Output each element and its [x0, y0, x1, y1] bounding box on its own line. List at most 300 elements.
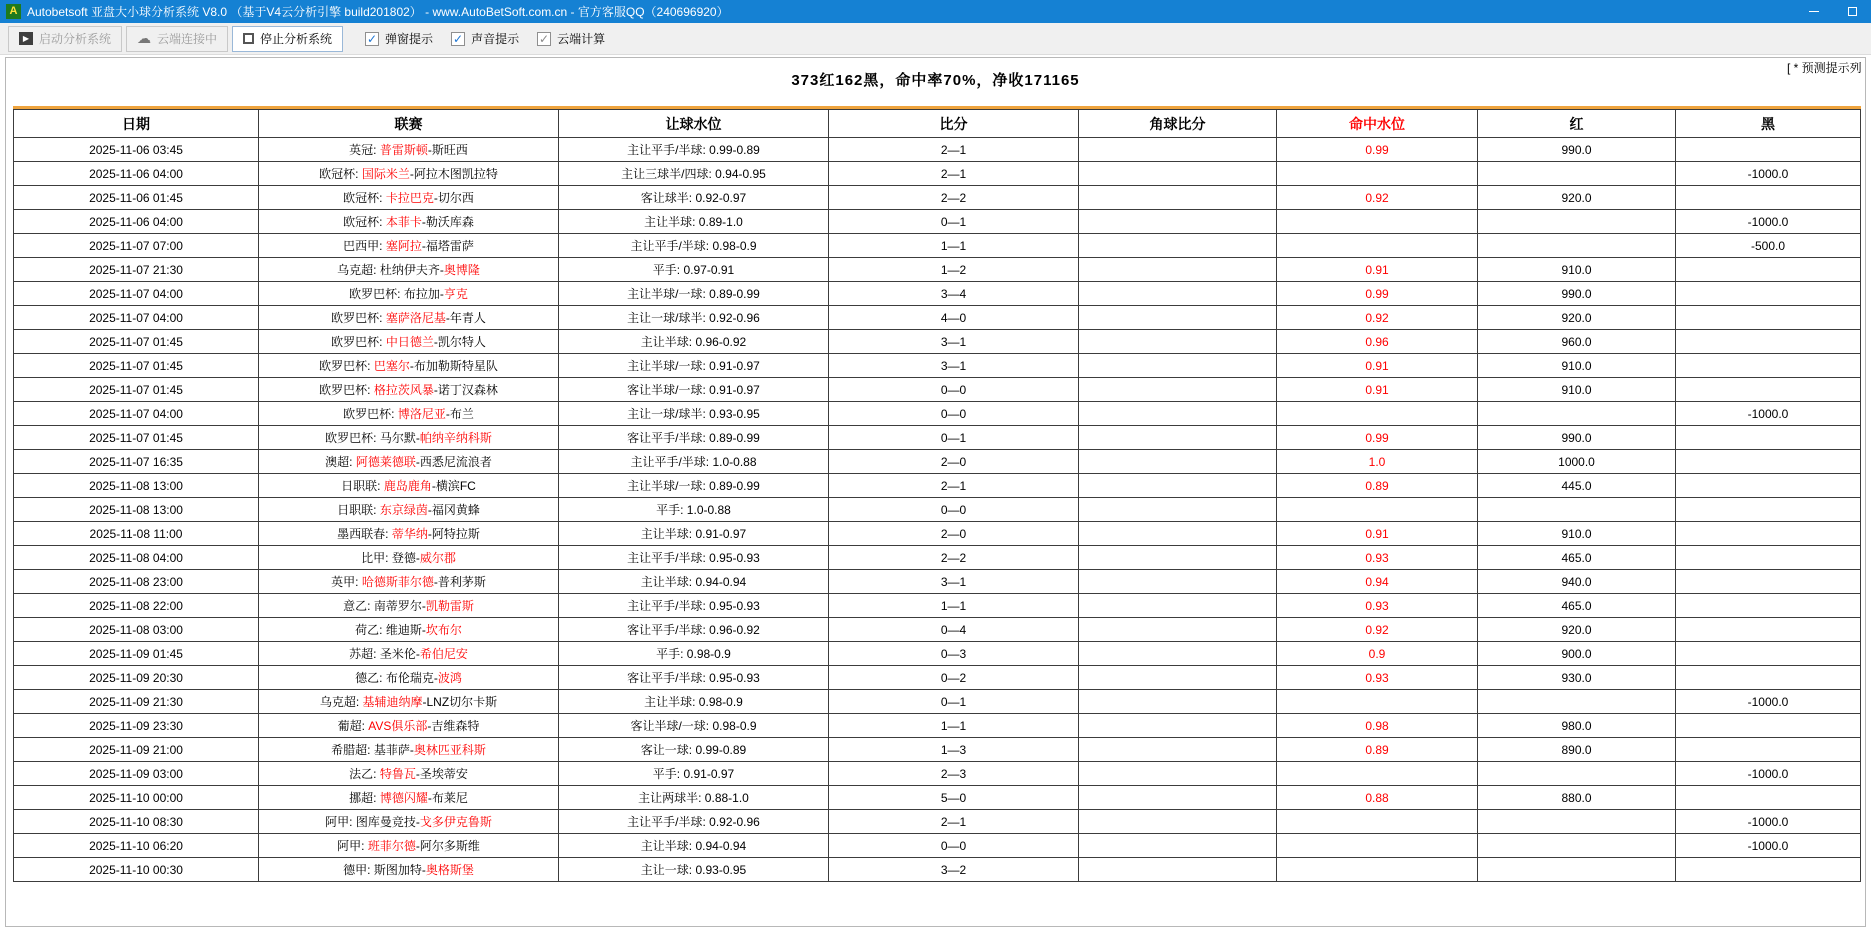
cell-corner-score	[1079, 546, 1277, 570]
cell-corner-score	[1079, 234, 1277, 258]
cell-score: 0—0	[829, 378, 1079, 402]
cell-handicap-odds: 主让半球: 0.89-1.0	[559, 210, 829, 234]
cell-league: 欧罗巴杯: 中日德兰-凯尔特人	[259, 330, 559, 354]
cell-black-loss	[1676, 138, 1861, 162]
stop-analysis-button[interactable]	[232, 26, 343, 52]
cell-corner-score	[1079, 570, 1277, 594]
league-name: 法乙:	[349, 767, 380, 781]
cell-date: 2025-11-08 22:00	[14, 594, 259, 618]
home-team: 基菲萨	[373, 743, 410, 757]
table-header-row	[14, 110, 1861, 138]
cell-black-loss	[1676, 426, 1861, 450]
cell-red-win: 900.0	[1478, 642, 1676, 666]
cell-hit-odds: 0.93	[1277, 666, 1478, 690]
checkbox-checked-icon: ✓	[453, 31, 464, 46]
cell-date: 2025-11-08 23:00	[14, 570, 259, 594]
cell-league: 欧冠杯: 国际米兰-阿拉木图凯拉特	[259, 162, 559, 186]
cell-score: 1—1	[829, 234, 1079, 258]
cell-corner-score	[1079, 834, 1277, 858]
home-team: 普雷斯顿	[379, 143, 428, 157]
cell-black-loss	[1676, 498, 1861, 522]
cell-hit-odds: 0.99	[1277, 426, 1478, 450]
cell-handicap-odds: 主让半球: 0.98-0.9	[559, 690, 829, 714]
prediction-hint-note: [ * 预测提示列	[1787, 61, 1862, 75]
league-name: 德甲:	[343, 863, 374, 877]
cell-league: 挪超: 博德闪耀-布莱尼	[259, 786, 559, 810]
cell-league: 英甲: 哈德斯菲尔德-普利茅斯	[259, 570, 559, 594]
cell-handicap-odds: 主让平手/半球: 0.98-0.9	[559, 234, 829, 258]
cell-hit-odds: 0.92	[1277, 186, 1478, 210]
table-row[interactable]	[14, 426, 1861, 450]
cell-black-loss	[1676, 570, 1861, 594]
app-icon: A	[6, 4, 21, 19]
minimize-icon	[1809, 11, 1819, 12]
cell-corner-score	[1079, 642, 1277, 666]
cell-score: 2—1	[829, 474, 1079, 498]
cell-score: 4—0	[829, 306, 1079, 330]
cell-handicap-odds: 主让平手/半球: 1.0-0.88	[559, 450, 829, 474]
cell-handicap-odds: 主让半球/一球: 0.89-0.99	[559, 282, 829, 306]
league-name: 墨西联春:	[337, 527, 392, 541]
cell-red-win: 940.0	[1478, 570, 1676, 594]
cell-corner-score	[1079, 786, 1277, 810]
table-row[interactable]	[14, 450, 1861, 474]
league-name: 英冠:	[349, 143, 380, 157]
cell-date: 2025-11-07 01:45	[14, 378, 259, 402]
cell-corner-score	[1079, 330, 1277, 354]
home-team: 维迪斯	[385, 623, 422, 637]
cell-hit-odds: 0.9	[1277, 642, 1478, 666]
cell-league: 欧罗巴杯: 塞萨洛尼基-年青人	[259, 306, 559, 330]
cell-date: 2025-11-10 08:30	[14, 810, 259, 834]
league-name: 阿甲:	[325, 815, 356, 829]
cell-score: 2—2	[829, 546, 1079, 570]
cell-league: 欧罗巴杯: 格拉茨风暴-诺丁汉森林	[259, 378, 559, 402]
cell-score: 0—2	[829, 666, 1079, 690]
home-team: 博洛尼亚	[397, 407, 446, 421]
home-team: 博德闪耀	[379, 791, 428, 805]
cell-handicap-odds: 主让三球半/四球: 0.94-0.95	[559, 162, 829, 186]
cell-date: 2025-11-09 20:30	[14, 666, 259, 690]
cell-handicap-odds: 客让球半: 0.92-0.97	[559, 186, 829, 210]
cell-red-win: 990.0	[1478, 282, 1676, 306]
home-team: 哈德斯菲尔德	[361, 575, 434, 589]
cell-red-win	[1478, 690, 1676, 714]
cell-handicap-odds: 主让半球: 0.91-0.97	[559, 522, 829, 546]
away-team: 普利茅斯	[437, 575, 486, 589]
cell-league: 英冠: 普雷斯顿-斯旺西	[259, 138, 559, 162]
cell-handicap-odds: 主让一球/球半: 0.93-0.95	[559, 402, 829, 426]
cell-league: 日职联: 东京绿茵-福冈黄蜂	[259, 498, 559, 522]
cell-date: 2025-11-07 04:00	[14, 282, 259, 306]
table-row[interactable]	[14, 834, 1861, 858]
cell-black-loss	[1676, 330, 1861, 354]
home-team: 班菲尔德	[367, 839, 416, 853]
cell-black-loss: -1000.0	[1676, 162, 1861, 186]
cell-date: 2025-11-08 04:00	[14, 546, 259, 570]
cell-league: 阿甲: 图库曼竞技-戈多伊克鲁斯	[259, 810, 559, 834]
cell-league: 巴西甲: 塞阿拉-福塔雷萨	[259, 234, 559, 258]
table-row[interactable]	[14, 306, 1861, 330]
cell-handicap-odds: 主让平手/半球: 0.95-0.93	[559, 546, 829, 570]
cell-black-loss	[1676, 858, 1861, 882]
cell-hit-odds	[1277, 498, 1478, 522]
cell-handicap-odds: 客让平手/半球: 0.95-0.93	[559, 666, 829, 690]
cell-league: 意乙: 南蒂罗尔-凯勒雷斯	[259, 594, 559, 618]
cell-league: 澳超: 阿德莱德联-西悉尼流浪者	[259, 450, 559, 474]
cell-date: 2025-11-07 07:00	[14, 234, 259, 258]
home-team: 阿德莱德联	[355, 455, 416, 469]
home-team: 塞萨洛尼基	[385, 311, 446, 325]
cell-red-win: 910.0	[1478, 258, 1676, 282]
cell-corner-score	[1079, 186, 1277, 210]
cell-league: 欧罗巴杯: 巴塞尔-布加勒斯特星队	[259, 354, 559, 378]
cell-hit-odds: 0.93	[1277, 546, 1478, 570]
away-team: 福冈黄蜂	[431, 503, 480, 517]
home-team: 本菲卡	[385, 215, 422, 229]
window-controls	[1795, 0, 1871, 23]
away-team: 斯旺西	[431, 143, 468, 157]
cell-handicap-odds: 主让一球/球半: 0.92-0.96	[559, 306, 829, 330]
cell-black-loss	[1676, 258, 1861, 282]
cell-score: 1—3	[829, 738, 1079, 762]
table-row[interactable]	[14, 378, 1861, 402]
away-team: 切尔西	[437, 191, 474, 205]
table-row[interactable]	[14, 330, 1861, 354]
away-team: 阿特拉斯	[431, 527, 480, 541]
cell-corner-score	[1079, 258, 1277, 282]
table-row[interactable]	[14, 162, 1861, 186]
table-row[interactable]	[14, 522, 1861, 546]
table-row[interactable]	[14, 210, 1861, 234]
cloud-compute-checkbox[interactable]	[537, 30, 605, 47]
cell-league: 法乙: 特鲁瓦-圣埃蒂安	[259, 762, 559, 786]
cell-red-win: 990.0	[1478, 426, 1676, 450]
table-row[interactable]	[14, 594, 1861, 618]
cloud-connecting-button[interactable]	[126, 26, 228, 52]
cell-date: 2025-11-10 00:00	[14, 786, 259, 810]
cell-red-win	[1478, 858, 1676, 882]
cell-black-loss: -1000.0	[1676, 834, 1861, 858]
league-name: 德乙:	[355, 671, 386, 685]
away-team: 戈多伊克鲁斯	[419, 815, 492, 829]
table-row[interactable]	[14, 714, 1861, 738]
league-name: 荷乙:	[355, 623, 386, 637]
cell-red-win	[1478, 498, 1676, 522]
cell-league: 欧罗巴杯: 马尔默-帕纳辛纳科斯	[259, 426, 559, 450]
cell-hit-odds: 0.94	[1277, 570, 1478, 594]
cell-score: 3—1	[829, 354, 1079, 378]
maximize-icon	[1848, 7, 1857, 16]
cell-corner-score	[1079, 306, 1277, 330]
cell-handicap-odds: 平手: 0.98-0.9	[559, 642, 829, 666]
cell-league: 德乙: 布伦瑞克-波鸿	[259, 666, 559, 690]
cell-black-loss	[1676, 666, 1861, 690]
sound-alert-checkbox[interactable]	[451, 30, 519, 47]
cell-corner-score	[1079, 282, 1277, 306]
away-team: 吉维森特	[431, 719, 480, 733]
cell-hit-odds: 0.89	[1277, 474, 1478, 498]
cell-hit-odds	[1277, 762, 1478, 786]
cell-corner-score	[1079, 450, 1277, 474]
league-name: 澳超:	[325, 455, 356, 469]
header-date[interactable]: 日期	[14, 110, 259, 138]
table-row[interactable]	[14, 666, 1861, 690]
cell-corner-score	[1079, 498, 1277, 522]
home-team: 南蒂罗尔	[373, 599, 422, 613]
cell-black-loss	[1676, 450, 1861, 474]
away-team: 勒沃库森	[425, 215, 474, 229]
away-team: 福塔雷萨	[425, 239, 474, 253]
cell-corner-score	[1079, 210, 1277, 234]
cell-black-loss	[1676, 306, 1861, 330]
cell-red-win: 465.0	[1478, 546, 1676, 570]
cell-handicap-odds: 主让半球: 0.96-0.92	[559, 330, 829, 354]
cell-league: 欧罗巴杯: 博洛尼亚-布兰	[259, 402, 559, 426]
cell-corner-score	[1079, 690, 1277, 714]
table-row[interactable]	[14, 642, 1861, 666]
cell-date: 2025-11-07 01:45	[14, 354, 259, 378]
table-row[interactable]	[14, 570, 1861, 594]
cell-score: 5—0	[829, 786, 1079, 810]
cell-red-win: 1000.0	[1478, 450, 1676, 474]
cell-date: 2025-11-08 11:00	[14, 522, 259, 546]
cell-hit-odds: 0.99	[1277, 282, 1478, 306]
cell-black-loss	[1676, 738, 1861, 762]
cell-hit-odds: 0.92	[1277, 618, 1478, 642]
home-team: 国际米兰	[361, 167, 410, 181]
table-row[interactable]	[14, 810, 1861, 834]
header-hit-odds[interactable]: 命中水位	[1277, 110, 1478, 138]
cell-red-win	[1478, 162, 1676, 186]
away-team: 坎布尔	[425, 623, 462, 637]
cell-date: 2025-11-07 04:00	[14, 306, 259, 330]
popup-alert-checkbox[interactable]	[365, 30, 433, 47]
minimize-button[interactable]	[1795, 0, 1833, 23]
cell-score: 1—2	[829, 258, 1079, 282]
league-name: 欧罗巴杯:	[319, 359, 374, 373]
league-name: 欧罗巴杯:	[331, 311, 386, 325]
table-row[interactable]	[14, 762, 1861, 786]
cell-corner-score	[1079, 138, 1277, 162]
home-team: 卡拉巴克	[385, 191, 434, 205]
cell-corner-score	[1079, 858, 1277, 882]
table-row[interactable]	[14, 402, 1861, 426]
cell-red-win: 920.0	[1478, 618, 1676, 642]
cell-score: 0—0	[829, 402, 1079, 426]
away-team: 布莱尼	[431, 791, 468, 805]
play-icon: ▶	[19, 32, 33, 45]
sound-alert-label: 声音提示	[471, 32, 520, 46]
cell-hit-odds: 0.88	[1277, 786, 1478, 810]
cloud-connecting-label: 云端连接中	[157, 32, 218, 46]
away-team: 圣埃蒂安	[419, 767, 468, 781]
cell-date: 2025-11-07 21:30	[14, 258, 259, 282]
cell-black-loss	[1676, 618, 1861, 642]
cell-score: 0—0	[829, 834, 1079, 858]
league-name: 乌克超:	[337, 263, 380, 277]
cell-hit-odds	[1277, 234, 1478, 258]
away-team: 西悉尼流浪者	[419, 455, 492, 469]
cell-handicap-odds: 主让半球: 0.94-0.94	[559, 570, 829, 594]
cell-hit-odds: 0.91	[1277, 258, 1478, 282]
away-team: 横滨FC	[435, 479, 476, 493]
cell-score: 1—1	[829, 714, 1079, 738]
home-team: 圣米伦	[379, 647, 416, 661]
league-name: 欧罗巴杯:	[325, 431, 380, 445]
cell-score: 2—0	[829, 522, 1079, 546]
header-handicap-odds[interactable]: 让球水位	[559, 110, 829, 138]
league-name: 巴西甲:	[343, 239, 386, 253]
league-name: 比甲:	[361, 551, 392, 565]
cell-black-loss: -1000.0	[1676, 402, 1861, 426]
home-team: 塞阿拉	[385, 239, 422, 253]
away-team: 年青人	[449, 311, 486, 325]
cell-handicap-odds: 客让平手/半球: 0.96-0.92	[559, 618, 829, 642]
cell-score: 2—1	[829, 810, 1079, 834]
cell-date: 2025-11-07 04:00	[14, 402, 259, 426]
cell-red-win: 890.0	[1478, 738, 1676, 762]
cell-league: 苏超: 圣米伦-希伯尼安	[259, 642, 559, 666]
table-row[interactable]	[14, 858, 1861, 882]
cell-red-win	[1478, 210, 1676, 234]
cell-red-win: 910.0	[1478, 354, 1676, 378]
cell-score: 1—1	[829, 594, 1079, 618]
cell-hit-odds	[1277, 690, 1478, 714]
header-league[interactable]: 联赛	[259, 110, 559, 138]
cell-black-loss	[1676, 642, 1861, 666]
cell-hit-odds: 0.93	[1277, 594, 1478, 618]
table-row[interactable]	[14, 474, 1861, 498]
cell-handicap-odds: 主让平手/半球: 0.99-0.89	[559, 138, 829, 162]
home-team: 特鲁瓦	[379, 767, 416, 781]
table-row[interactable]	[14, 258, 1861, 282]
table-row[interactable]	[14, 138, 1861, 162]
cell-handicap-odds: 主让一球: 0.93-0.95	[559, 858, 829, 882]
cell-red-win	[1478, 810, 1676, 834]
main-panel	[5, 57, 1866, 927]
cell-red-win	[1478, 402, 1676, 426]
cell-hit-odds	[1277, 834, 1478, 858]
cell-score: 2—0	[829, 450, 1079, 474]
cell-hit-odds	[1277, 810, 1478, 834]
home-team: 斯图加特	[373, 863, 422, 877]
cell-black-loss	[1676, 594, 1861, 618]
league-name: 欧罗巴杯:	[319, 383, 374, 397]
cell-handicap-odds: 客让半球/一球: 0.98-0.9	[559, 714, 829, 738]
table-row[interactable]	[14, 738, 1861, 762]
league-name: 欧冠杯:	[319, 167, 362, 181]
cell-handicap-odds: 主让半球: 0.94-0.94	[559, 834, 829, 858]
cell-score: 2—1	[829, 138, 1079, 162]
cell-date: 2025-11-08 13:00	[14, 498, 259, 522]
cell-hit-odds: 0.98	[1277, 714, 1478, 738]
away-team: 亨克	[443, 287, 468, 301]
cell-red-win	[1478, 234, 1676, 258]
cell-score: 0—1	[829, 210, 1079, 234]
home-team: 基辅迪纳摩	[362, 695, 423, 709]
cell-handicap-odds: 平手: 1.0-0.88	[559, 498, 829, 522]
cell-red-win: 445.0	[1478, 474, 1676, 498]
home-team: 中日德兰	[385, 335, 434, 349]
cell-handicap-odds: 客让平手/半球: 0.89-0.99	[559, 426, 829, 450]
cell-handicap-odds: 主让平手/半球: 0.95-0.93	[559, 594, 829, 618]
start-analysis-button[interactable]	[8, 26, 122, 52]
cell-league: 欧罗巴杯: 布拉加-亨克	[259, 282, 559, 306]
cell-league: 欧冠杯: 卡拉巴克-切尔西	[259, 186, 559, 210]
league-name: 葡超:	[337, 719, 369, 733]
league-name: 阿甲:	[337, 839, 368, 853]
league-name: 欧罗巴杯:	[343, 407, 398, 421]
cell-black-loss	[1676, 474, 1861, 498]
home-team: 布拉加	[403, 287, 440, 301]
table-row[interactable]	[14, 186, 1861, 210]
away-team: 布兰	[449, 407, 474, 421]
cell-score: 3—1	[829, 570, 1079, 594]
header-red[interactable]: 红	[1478, 110, 1676, 138]
table-row[interactable]	[14, 546, 1861, 570]
away-team: 帕纳辛纳科斯	[419, 431, 492, 445]
cell-red-win: 920.0	[1478, 186, 1676, 210]
away-team: 奥博隆	[443, 263, 480, 277]
home-team: 格拉茨风暴	[373, 383, 434, 397]
table-row[interactable]	[14, 354, 1861, 378]
cell-date: 2025-11-09 21:00	[14, 738, 259, 762]
cell-score: 3—4	[829, 282, 1079, 306]
league-name: 欧冠杯:	[343, 191, 386, 205]
header-corner-score[interactable]: 角球比分	[1079, 110, 1277, 138]
table-row[interactable]	[14, 618, 1861, 642]
league-name: 欧冠杯:	[343, 215, 386, 229]
table-row[interactable]	[14, 282, 1861, 306]
cell-score: 0—1	[829, 426, 1079, 450]
cell-league: 希腊超: 基菲萨-奥林匹亚科斯	[259, 738, 559, 762]
cell-corner-score	[1079, 594, 1277, 618]
away-team: 波鸿	[437, 671, 462, 685]
cell-score: 2—3	[829, 762, 1079, 786]
header-black[interactable]: 黑	[1676, 110, 1861, 138]
table-row[interactable]	[14, 498, 1861, 522]
home-team: 杜纳伊夫齐	[379, 263, 440, 277]
popup-alert-label: 弹窗提示	[385, 32, 434, 46]
cell-date: 2025-11-09 01:45	[14, 642, 259, 666]
cell-hit-odds: 0.99	[1277, 138, 1478, 162]
toolbar	[0, 23, 1871, 55]
cell-handicap-odds: 主让半球/一球: 0.91-0.97	[559, 354, 829, 378]
home-team: 登德	[391, 551, 416, 565]
cell-date: 2025-11-06 01:45	[14, 186, 259, 210]
start-analysis-label: 启动分析系统	[39, 32, 112, 46]
cell-red-win: 465.0	[1478, 594, 1676, 618]
cell-league: 乌克超: 基辅迪纳摩-LNZ切尔卡斯	[259, 690, 559, 714]
table-row[interactable]	[14, 690, 1861, 714]
cell-black-loss	[1676, 786, 1861, 810]
cell-black-loss: -1000.0	[1676, 810, 1861, 834]
checkbox-checked-icon: ✓	[539, 31, 550, 46]
cell-corner-score	[1079, 354, 1277, 378]
cell-red-win: 910.0	[1478, 522, 1676, 546]
table-row[interactable]	[14, 234, 1861, 258]
home-team: 布伦瑞克	[385, 671, 434, 685]
cell-corner-score	[1079, 810, 1277, 834]
cell-corner-score	[1079, 666, 1277, 690]
home-team: AVS俱乐部	[368, 719, 428, 733]
cell-hit-odds: 0.96	[1277, 330, 1478, 354]
header-score[interactable]: 比分	[829, 110, 1079, 138]
maximize-button[interactable]	[1833, 0, 1871, 23]
table-row[interactable]	[14, 786, 1861, 810]
cell-corner-score	[1079, 618, 1277, 642]
